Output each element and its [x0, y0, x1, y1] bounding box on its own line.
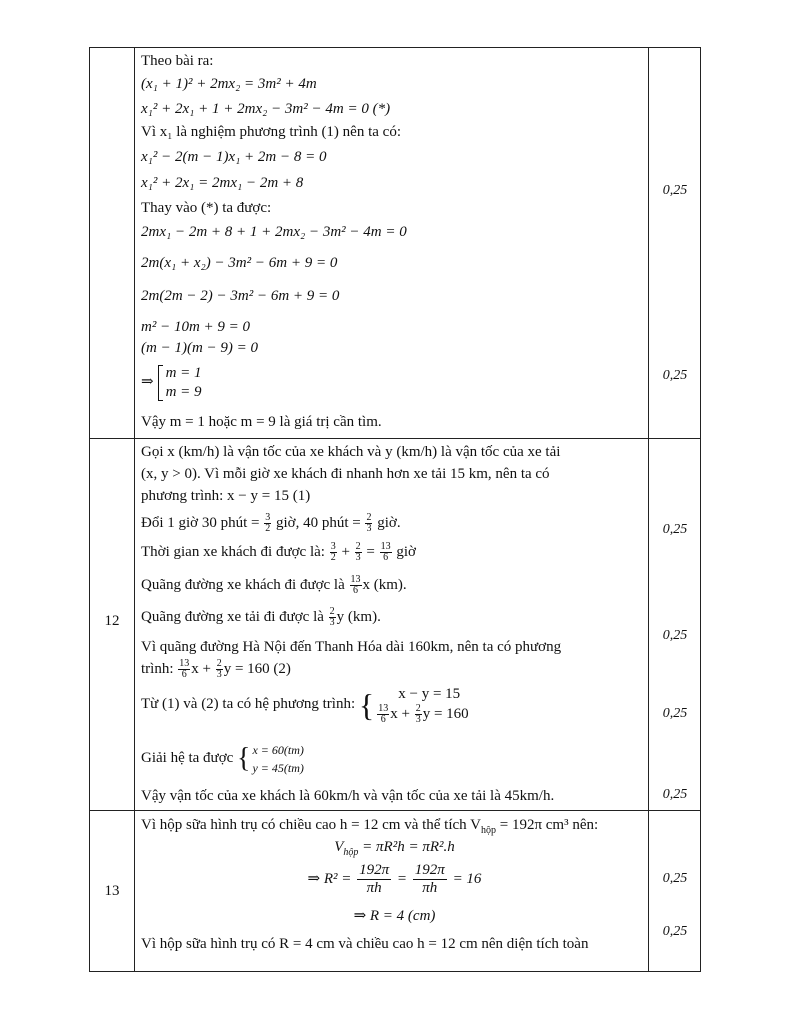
text-fragment: Từ (1) và (2) ta có hệ phương trình: — [141, 696, 356, 712]
solution-block — [141, 736, 304, 780]
fraction — [377, 704, 389, 725]
fraction — [178, 659, 190, 680]
fraction-denominator: 6 — [353, 585, 358, 597]
fraction-denominator: 2 — [330, 552, 336, 564]
fraction-denominator: 3 — [355, 552, 361, 564]
text-fragment: V — [334, 839, 344, 855]
case-values — [166, 364, 202, 402]
system-equation — [376, 704, 468, 725]
text-fragment: giờ — [396, 544, 416, 560]
score-cell: 0,25 — [662, 871, 688, 886]
fraction-denominator: πh — [422, 880, 438, 897]
fraction-numerator: 13 — [380, 541, 391, 553]
text-fragment: giờ. — [377, 515, 401, 531]
text-line: Gọi x (km/h) là vận tốc của xe khách và y (km/h) là vận tốc của xe tải — [141, 444, 561, 460]
equation-line — [141, 859, 648, 899]
fraction-numerator: 3 — [330, 541, 336, 553]
fraction — [216, 659, 223, 680]
fraction — [264, 513, 271, 534]
fraction-numerator: 2 — [415, 702, 421, 714]
case-value: m = 9 — [165, 383, 202, 400]
fraction-denominator: 2 — [265, 523, 271, 535]
system-equation: x − y = 15 — [398, 685, 461, 702]
question-number: 12 — [104, 613, 120, 629]
text-line — [141, 605, 381, 629]
conclusion-line: Vậy m = 1 hoặc m = 9 là giá trị cần tìm. — [141, 414, 382, 430]
fraction-denominator: 6 — [181, 669, 187, 681]
score-cell: 0,25 — [662, 628, 688, 643]
fraction-numerator: 2 — [216, 658, 222, 670]
text-line: (x, y > 0). Vì mỗi giờ xe khách đi nhanh hơn xe tải 15 km, nên ta có — [141, 466, 550, 482]
case-value: m = 1 — [165, 364, 202, 381]
fraction-numerator: 2 — [355, 541, 361, 553]
text-fragment: y (km). — [336, 609, 381, 625]
equation-line: (m − 1)(m − 9) = 0 — [141, 340, 259, 356]
system-block — [141, 682, 469, 726]
system-equations — [376, 685, 468, 725]
solution-table — [89, 47, 701, 972]
text-line — [141, 657, 291, 681]
case-bracket — [158, 365, 163, 401]
text-fragment: Giải hệ ta được — [141, 750, 234, 766]
fraction-denominator: 3 — [329, 617, 335, 629]
fraction-denominator: 6 — [380, 713, 386, 725]
text-fragment: = πR²h = πR².h — [358, 839, 455, 855]
equation-line: x₁² + 2x₁ + 1 + 2mx₂ − 3m² − 4m = 0 (*) — [141, 101, 391, 117]
implies-arrow: ⇒ — [141, 374, 154, 390]
score-cell: 0,25 — [662, 368, 688, 383]
text-fragment: Thời gian xe khách đi được là: — [141, 544, 325, 560]
equation-line: x₁² − 2(m − 1)x₁ + 2m − 8 = 0 — [141, 149, 327, 165]
fraction — [329, 607, 336, 628]
text-line — [141, 816, 598, 834]
text-fragment: = — [396, 871, 408, 887]
solution-brace: { — [237, 742, 251, 774]
text-fragment: x + — [390, 705, 410, 722]
score-cell: 0,25 — [662, 183, 688, 198]
row-divider — [90, 438, 700, 439]
fraction-numerator: 2 — [366, 512, 372, 524]
solution-value: y = 45(tm) — [252, 760, 304, 775]
fraction-denominator: 6 — [383, 552, 389, 564]
row-divider — [90, 810, 700, 811]
conclusion-line: Vậy vận tốc của xe khách là 60km/h và vận tốc của xe tải là 45km/h. — [141, 788, 555, 804]
text-line: Vì quãng đường Hà Nội đến Thanh Hóa dài 160km, nên ta có phương — [141, 639, 562, 655]
text-fragment: y = 160 (2) — [223, 661, 291, 677]
fraction — [330, 542, 337, 563]
fraction — [357, 862, 391, 897]
equation-line: 2mx₁ − 2m + 8 + 1 + 2mx₂ − 3m² − 4m = 0 — [141, 224, 407, 240]
fraction-numerator: 13 — [179, 658, 190, 670]
text-fragment: giờ, 40 phút = — [275, 515, 361, 531]
text-fragment: Đổi 1 giờ 30 phút = — [141, 515, 260, 531]
text-fragment: = 192π cm³ nên: — [495, 817, 599, 833]
score-cell: 0,25 — [662, 522, 688, 537]
question-number: 13 — [104, 883, 120, 899]
text-line — [141, 511, 401, 535]
score-cell: 0,25 — [662, 924, 688, 939]
text-fragment: ⇒ R² = — [307, 871, 352, 887]
case-block — [141, 362, 202, 402]
system-brace: { — [358, 686, 375, 723]
equation-line: x₁² + 2x₁ = 2mx₁ − 2m + 8 — [141, 175, 304, 191]
equation-line: 2m(x₁ + x₂) − 3m² − 6m + 9 = 0 — [141, 255, 338, 271]
fraction-denominator: 3 — [216, 669, 222, 681]
text-fragment: = 16 — [452, 871, 482, 887]
text-fragment: x + — [191, 661, 211, 677]
text-fragment: trình: — [141, 661, 174, 677]
score-cell: 0,25 — [662, 787, 688, 802]
column-divider — [134, 48, 135, 971]
solution-values — [252, 741, 303, 777]
fraction-numerator: 2 — [329, 606, 335, 618]
score-cell: 0,25 — [662, 706, 688, 721]
equation-line: m² − 10m + 9 = 0 — [141, 319, 251, 335]
text-fragment: Vì hộp sữa hình trụ có chiều cao h = 12 cm và thể tích V — [141, 817, 481, 833]
fraction — [350, 575, 362, 596]
text-fragment: y = 160 — [422, 705, 469, 722]
text-line: Thay vào (*) ta được: — [141, 200, 272, 216]
subscript: hộp — [480, 825, 496, 836]
fraction — [365, 513, 372, 534]
fraction-numerator: 192π — [359, 862, 390, 879]
equation-line: ⇒ R = 4 (cm) — [353, 908, 436, 924]
text-line: Vì hộp sữa hình trụ có R = 4 cm và chiều cao h = 12 cm nên diện tích toàn — [141, 936, 589, 952]
fraction — [413, 862, 447, 897]
equation-line: (x₁ + 1)² + 2mx₂ = 3m² + 4m — [141, 76, 317, 92]
text-line: Theo bài ra: — [141, 53, 214, 69]
fraction — [355, 542, 362, 563]
subscript: hộp — [343, 847, 359, 858]
fraction-numerator: 192π — [414, 862, 445, 879]
text-fragment: Quãng đường xe tải đi được là — [141, 609, 324, 625]
fraction-numerator: 3 — [265, 512, 271, 524]
text-line: phương trình: x − y = 15 (1) — [141, 488, 311, 504]
text-fragment: Quãng đường xe khách đi được là — [141, 577, 345, 593]
fraction-numerator: 13 — [350, 574, 361, 586]
fraction-denominator: πh — [366, 880, 382, 897]
text-fragment: x (km). — [362, 577, 407, 593]
text-line — [141, 573, 407, 597]
text-line: Thời gian xe khách đi được là: $\frac{3}{2}$ + $\frac{2}{3}$ = $\frac{13}{6}$ giờ — [141, 541, 416, 564]
solution-value: x = 60(tm) — [252, 742, 304, 757]
equation-line — [141, 838, 648, 856]
fraction — [415, 704, 422, 725]
text-line: Vì x₁ là nghiệm phương trình (1) nên ta có: — [141, 124, 401, 140]
equation-line: 2m(2m − 2) − 3m² − 6m + 9 = 0 — [141, 288, 340, 304]
fraction-denominator: 3 — [366, 523, 372, 535]
fraction-denominator: 3 — [415, 713, 421, 725]
fraction — [380, 542, 392, 563]
fraction-numerator: 13 — [378, 702, 389, 714]
